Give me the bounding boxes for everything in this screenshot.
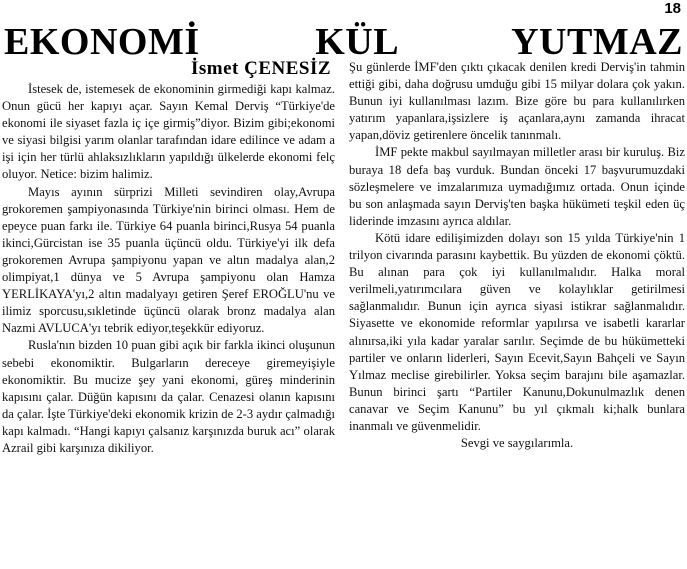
paragraph: İMF pekte makbul sayılmayan milletler arası bir kuruluş. Biz buraya 18 defa baş vurduk. Bundan önceki 17 başvurumuzdaki sözleşmelere ve imzalarımıza uymadığımız ortada. Onun içinde bu son anlaşmada sayın Derviş'ten başka hükümeti teşkil eden üç liderinde imzasını ayrıca aldılar.: [349, 145, 685, 228]
left-column: [2, 81, 335, 457]
page-number: 18: [664, 0, 681, 17]
paragraph: Mayıs ayının sürprizi Milleti sevindiren olay,Avrupa grokoremen şampiyonasında Türkiye'nin birinci olması. Hem de epeyce puan farkı ile. Türkiye 64 puanla birinci,Rusya 54 puanla ikinci,Gürcistan ise 35 puanla üçüncü oldu. Türkiye'yi ilk defa grokoremen Avrupa şampiyonu yapan ve altın madalya alan,2 olimpiyat,1 dünya ve 5 Avrupa şampiyonu olan Hamza YERLİKAYA'yı,2 altın madalyayı getiren Şeref EROĞLU'nu ve ilimiz sporcusu,sıkletinde üçüncü olarak bronz madalya alan Nazmi AVLUCA'yı tebrik ediyor,teşekkür ediyoruz.: [2, 184, 335, 336]
paragraph: Rusla'nın bizden 10 puan gibi açık bir farkla ikinci oluşunun sebebi ekonomiktir. Bulgarların dereceye giremeyişiyle ekonomiktir. Bu mucize şey yani ekonomi, güreş minderinin kapısını çalar. Düğün kapısını da çalar. Cenazesi olanın kapısını da çalar. İşte Türkiye'deki ekonomik krizin de 2-3 aydır çalmadığı kapı kalmadı. “Hangi kapıyı çalsanız karşınızda buruk acı” olarak Azrail gibi karşınıza dikiliyor.: [2, 338, 335, 455]
paragraph: Şu günlerde İMF'den çıktı çıkacak denilen kredi Derviş'in tahmin ettiği gibi, daha doğrusu umduğu gibi 15 milyar dolara çok yakın. Bunun iyi kullanılması lazım. Bize göre bu para kullanılırken yatırım yapanlara,işsizlere iş açanlara,aynı zamanda ihracat yapan,döviz getirenlere öncelik tanınmalı.: [349, 60, 685, 143]
closing-signature: Sevgi ve saygılarımla.: [460, 436, 574, 451]
article-headline: EKONOMİ KÜL YUTMAZ: [4, 21, 683, 63]
right-column: [349, 59, 685, 452]
author-byline: İsmet ÇENESİZ: [191, 58, 332, 79]
paragraph: Kötü idare edilişimizden dolayı son 15 yılda Türkiye'nin 1 trilyon civarında parasını kaybettik. Bu yüzden de ekonomi çöktü. Bu alınan para çok iyi kullanılmalıdır. Halka moral verilmeli,yatırımcılara güven ve kolaylıklar getirilmesi sağlanmalıdır. Bunun için ayrıca siyasi istikrar sağlanmalıdır. Siyasette ve ekonomide reformlar yapılırsa ve isabetli kararlar alınırsa,iki yıla kadar yaralar sarılır. Seçimde de bu hükümetteki partiler ve onların liderleri, Sayın Ecevit,Sayın Bahçeli ve Sayın Yılmaz meclise girebilirler. Yoksa seçim barajını bile aşamazlar. Bunun birinci şartı “Partiler Kanunu,Dokunulmazlık denen canavar ve Seçim Kanunu” bu yıl çıkmalı ki;halk bunlara inanmalı ve güvenmelidir.: [349, 230, 685, 433]
paragraph: İstesek de, istemesek de ekonominin girmediği kapı kalmaz. Onun gücü her kapıyı açar. Sayın Kemal Derviş “Türkiye'de ekonomi ile siyaset fazla iç içe girmiş”diyor. Bizim gibi;ekonomi ve siyasi bilgisi yarım olanlar tarafından idare edilince ve adam a işi için her türlü ahlaksızlıkların yapıldığı ülkelerde ekonomi felç oluyor. Netice: bizim halimiz.: [2, 82, 335, 182]
